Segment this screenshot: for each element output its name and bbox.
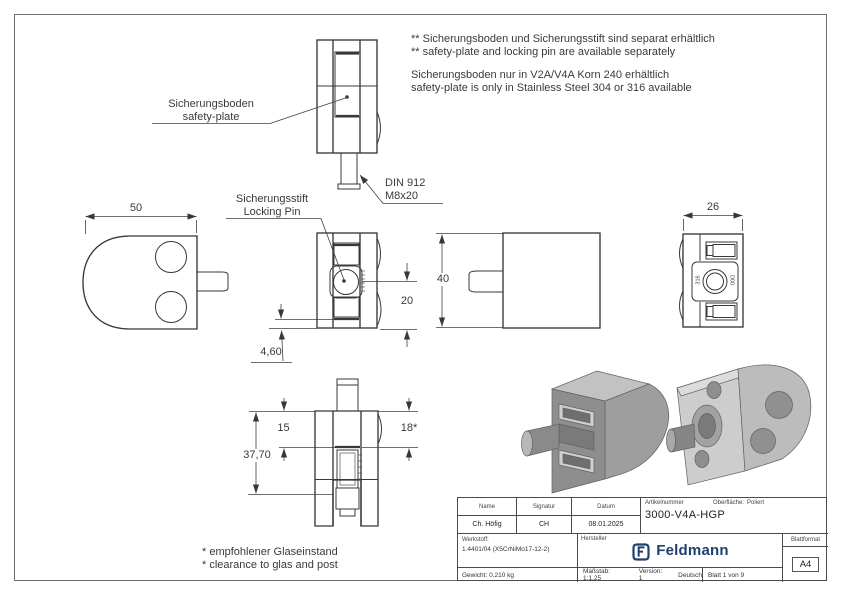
tb-artikelnummer-value: 3000-V4A-HGP: [645, 509, 726, 521]
notes-top-right: [411, 33, 715, 94]
note-line: safety-plate is only in Stainless Steel 304 or 316 available: [411, 81, 692, 94]
tb-gewicht-cell: Gewicht: 0.210 kg: [458, 568, 578, 582]
callout-screw: [385, 177, 425, 202]
note-line: ** safety-plate and locking pin are available separately: [411, 45, 676, 58]
tb-blattformat-value: A4: [792, 557, 820, 572]
tb-massstab-value: Maßstab: 1:1.25: [583, 568, 611, 582]
engraving-d00: D00: [728, 274, 735, 286]
dim-width-label: 50: [129, 202, 143, 214]
tb-hersteller-label: Hersteller: [581, 536, 607, 542]
tb-sprache-value: Deutsch: [678, 571, 702, 579]
pin-back: [469, 271, 503, 292]
engraving-316: 316: [695, 275, 702, 285]
view-side-top: [317, 40, 381, 189]
tb-signatur-value: CH: [517, 516, 572, 534]
tb-brand-text: Feldmann: [656, 542, 729, 559]
callout-line: Sicherungsboden: [168, 98, 254, 110]
screw-top: [337, 379, 358, 411]
callout-line: Sicherungsstift: [235, 193, 309, 205]
view-section: [315, 379, 382, 526]
tb-artikelnummer-label: Artikelnummer: [645, 500, 684, 506]
tb-artikelnummer-cell: [641, 498, 828, 534]
tb-blattformat-cell: [783, 534, 828, 582]
note-line: Sicherungsboden nur in V2A/V4A Korn 240 erhältlich: [411, 69, 670, 81]
tb-massstab-cell: [578, 568, 703, 582]
tb-werkstoff-label: Werkstoff:: [462, 537, 489, 543]
title-block: [457, 497, 827, 581]
feldmann-logo-icon: [631, 542, 651, 562]
tb-datum-value: 08.01.2025: [572, 516, 641, 534]
tb-name-value: Ch. Höfig: [458, 516, 517, 534]
footnote-line: * clearance to glas and post: [202, 558, 338, 571]
callout-line: DIN 912: [385, 177, 426, 189]
tb-blattformat-label: Blattformat: [783, 534, 828, 547]
tb-oberflaeche-label: Oberfläche:: [713, 500, 745, 506]
iso-render-solid: [522, 371, 669, 493]
screw-shaft: [341, 153, 357, 184]
tb-oberflaeche-value: Poliert: [747, 500, 765, 506]
view-side-middle: [317, 233, 381, 328]
note-line: ** Sicherungsboden und Sicherungsstift sind separat erhältlich: [411, 33, 715, 45]
tb-datum-label: Datum: [572, 498, 641, 516]
callout-line: M8x20: [385, 189, 419, 202]
dim-total-label: 37,70: [233, 449, 281, 462]
callout-line: Locking Pin: [243, 205, 301, 218]
callout-line: safety-plate: [182, 110, 240, 123]
locking-pin-circle: [334, 270, 359, 295]
pin-front: [197, 272, 228, 291]
tb-hersteller-cell: [578, 534, 783, 568]
tb-name-label: Name: [458, 498, 517, 516]
tb-werkstoff-cell: [458, 534, 578, 568]
callout-locking-pin: [220, 193, 324, 218]
dim-clearance-label: 18*: [400, 422, 418, 434]
screw-washer: [338, 184, 360, 189]
callout-safety-plate: [148, 98, 274, 123]
footnote-line: * empfohlener Glaseinstand: [202, 546, 338, 558]
view-back: [469, 233, 600, 328]
tb-version-value: Version: 1: [638, 568, 663, 582]
tb-blatt-cell: Blatt 1 von 9: [703, 568, 783, 582]
dim-inset-label: 15: [277, 422, 290, 434]
tb-signatur-label: Signatur: [517, 498, 572, 516]
dim-depth-label: 26: [706, 201, 720, 213]
footnote: [202, 546, 338, 571]
view-front: [83, 236, 228, 329]
iso-render-open: [667, 365, 811, 485]
dim-pin-label: 20: [400, 295, 414, 307]
safety-plate-outline: [335, 52, 360, 117]
dim-gap-label: 4,60: [260, 346, 282, 358]
tb-werkstoff-value: 1.4401/04 (X5CrNiMo17-12-2): [462, 546, 550, 553]
dim-height-label: 40: [429, 273, 457, 286]
